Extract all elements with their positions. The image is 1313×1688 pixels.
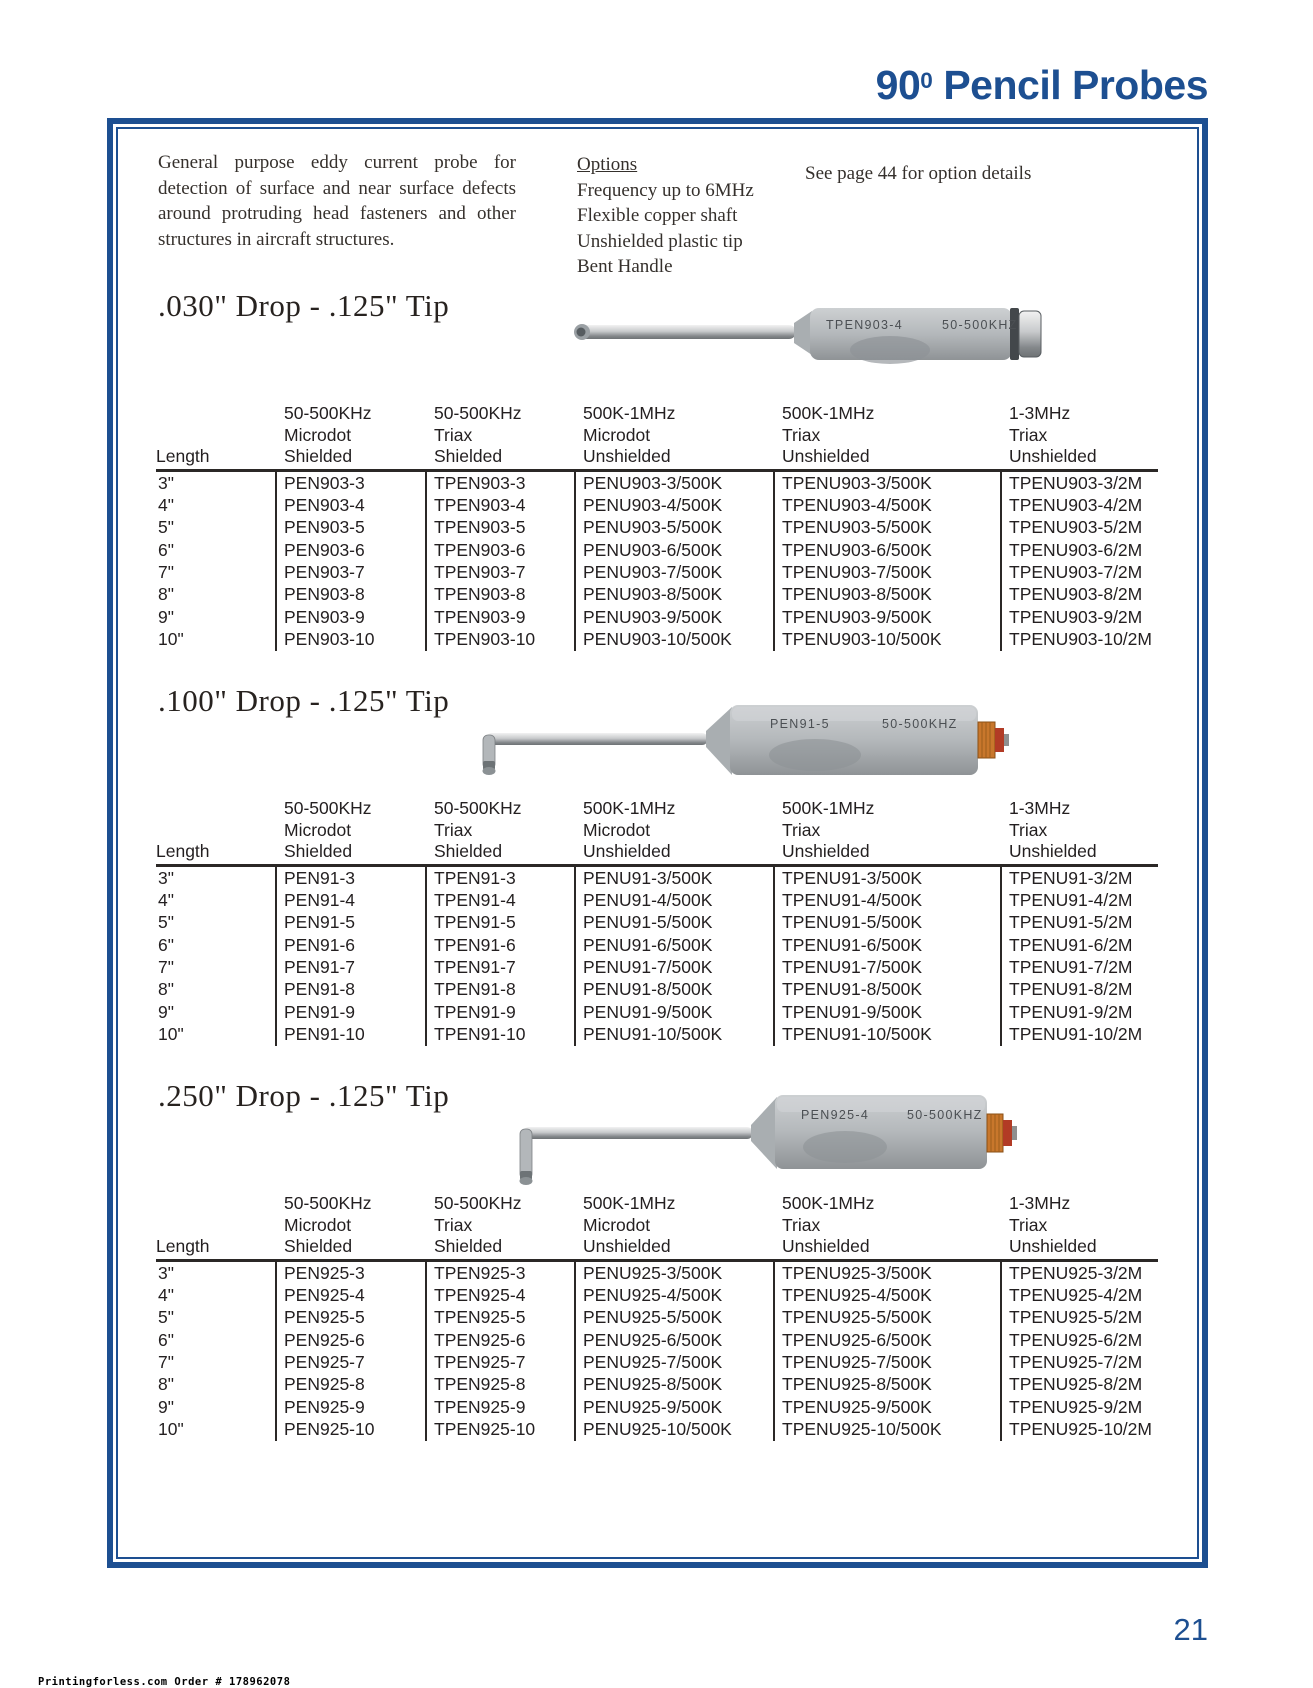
part-number-cell: PENU91-8/500K	[574, 978, 773, 1000]
part-number-cell: TPENU903-6/2M	[1000, 539, 1158, 561]
part-number-cell: TPENU91-10/500K	[773, 1023, 1000, 1045]
part-number-cell: PEN903-5	[275, 516, 425, 538]
page-number: 21	[1173, 1612, 1208, 1647]
part-number-cell: TPENU925-6/2M	[1000, 1329, 1158, 1351]
part-number-cell: TPEN91-7	[425, 956, 574, 978]
part-number-cell: PENU903-7/500K	[574, 561, 773, 583]
part-number-cell: TPEN91-10	[425, 1023, 574, 1045]
probe-section	[0, 288, 1313, 658]
part-number-cell: PEN925-10	[275, 1418, 425, 1440]
part-number-cell: PENU903-9/500K	[574, 606, 773, 628]
column-header-line: Microdot	[583, 424, 651, 445]
part-number-cell: TPENU925-8/2M	[1000, 1373, 1158, 1395]
probe-photo	[560, 298, 1060, 368]
probe-tip	[483, 767, 496, 775]
column-header-line: Unshielded	[1009, 841, 1097, 861]
column-header	[773, 403, 1000, 468]
part-number-cell: TPENU903-10/500K	[773, 628, 1000, 650]
probe-collar	[706, 707, 732, 775]
column-header-line: Microdot	[284, 819, 352, 840]
column-header-line: Unshielded	[583, 1236, 671, 1256]
option-item: Bent Handle	[577, 256, 673, 277]
part-number-cell: TPENU925-10/500K	[773, 1418, 1000, 1440]
options-heading: Options	[577, 154, 638, 175]
part-number-cell: TPENU925-4/500K	[773, 1284, 1000, 1306]
probe-photo	[470, 695, 1020, 795]
part-number-cell: PENU91-7/500K	[574, 956, 773, 978]
length-cell: 7"	[158, 562, 174, 583]
part-number-cell: PEN925-9	[275, 1396, 425, 1418]
part-number-cell: TPENU925-6/500K	[773, 1329, 1000, 1351]
part-number-cell: TPENU91-6/2M	[1000, 934, 1158, 956]
part-number-cell: TPEN903-8	[425, 583, 574, 605]
column-header-line: Unshielded	[782, 841, 870, 861]
part-number-cell: TPEN91-8	[425, 978, 574, 1000]
part-number-cell: TPENU91-4/2M	[1000, 889, 1158, 911]
part-number-cell: TPENU903-9/500K	[773, 606, 1000, 628]
length-cell: 9"	[158, 606, 174, 627]
column-header-line: Microdot	[583, 1214, 651, 1235]
option-item: Frequency up to 6MHz	[577, 179, 754, 201]
column-header	[275, 798, 425, 863]
length-cell: 5"	[158, 912, 174, 933]
part-number-cell: PENU91-5/500K	[574, 911, 773, 933]
column-header-line: 50-500KHz	[284, 1193, 372, 1213]
part-number-cell: TPEN903-6	[425, 539, 574, 561]
page-title-superscript: 0	[920, 67, 933, 93]
column-header-line: Unshielded	[1009, 446, 1097, 466]
part-number-cell: PEN925-6	[275, 1329, 425, 1351]
length-cell: 10"	[158, 1024, 184, 1045]
part-number-cell: TPENU91-8/2M	[1000, 978, 1158, 1000]
part-number-cell: TPENU903-9/2M	[1000, 606, 1158, 628]
probe-section	[0, 1078, 1313, 1448]
probe-frequency-label: 50-500KHZ	[907, 1108, 983, 1122]
part-number-cell: TPEN91-9	[425, 1001, 574, 1023]
part-number-cell: PENU925-10/500K	[574, 1418, 773, 1440]
part-number-cell: TPEN925-8	[425, 1373, 574, 1395]
column-header-line: Triax	[434, 1214, 473, 1235]
column-header-line: 50-500KHz	[434, 403, 522, 423]
table-header-row	[156, 403, 1158, 472]
part-number-cell: PEN91-7	[275, 956, 425, 978]
column-header-line: Unshielded	[782, 446, 870, 466]
option-item: Flexible copper shaft	[577, 205, 738, 226]
part-number-cell: TPEN903-9	[425, 606, 574, 628]
column-header-line: 500K-1MHz	[583, 798, 676, 818]
part-number-cell: TPEN903-4	[425, 494, 574, 516]
part-number-cell: PENU91-4/500K	[574, 889, 773, 911]
part-number-cell: PENU925-4/500K	[574, 1284, 773, 1306]
probe-shaft	[486, 733, 708, 745]
probe-shaft	[578, 325, 796, 339]
part-number-cell: TPEN925-7	[425, 1351, 574, 1373]
length-cell: 6"	[158, 934, 174, 955]
column-header-line: Shielded	[434, 446, 503, 466]
column-header	[1000, 798, 1158, 863]
part-number-cell: TPENU903-7/500K	[773, 561, 1000, 583]
part-number-cell: TPENU903-5/500K	[773, 516, 1000, 538]
probe-section	[0, 683, 1313, 1053]
column-header-line: Shielded	[434, 1236, 503, 1256]
column-header-line: Triax	[782, 1214, 821, 1235]
part-number-cell: TPENU925-7/500K	[773, 1351, 1000, 1373]
part-number-cell: TPENU903-3/2M	[1000, 472, 1158, 494]
length-column-header: Length	[156, 1236, 210, 1256]
part-number-cell: TPENU925-4/2M	[1000, 1284, 1158, 1306]
part-number-cell: TPENU91-5/2M	[1000, 911, 1158, 933]
probe-image-straight	[560, 298, 1060, 368]
options-items	[577, 178, 754, 280]
part-number-cell: PEN91-10	[275, 1023, 425, 1045]
part-number-cell: TPENU925-3/500K	[773, 1262, 1000, 1284]
part-number-cell: TPEN925-6	[425, 1329, 574, 1351]
column-header-line: Microdot	[583, 819, 651, 840]
part-number-cell: TPENU925-9/500K	[773, 1396, 1000, 1418]
part-number-cell: TPEN925-3	[425, 1262, 574, 1284]
part-number-cell: TPENU91-7/2M	[1000, 956, 1158, 978]
column-header	[275, 1193, 425, 1258]
column-header	[425, 1193, 574, 1258]
part-number-cell: PENU91-10/500K	[574, 1023, 773, 1045]
column-header-line: Triax	[782, 819, 821, 840]
column-header-line: Unshielded	[583, 446, 671, 466]
part-number-cell: TPENU925-9/2M	[1000, 1396, 1158, 1418]
part-number-cell: PEN903-3	[275, 472, 425, 494]
column-header	[1000, 1193, 1158, 1258]
length-cell: 7"	[158, 957, 174, 978]
length-cell: 8"	[158, 1374, 174, 1395]
table-header-row	[156, 798, 1158, 867]
length-cell: 10"	[158, 629, 184, 650]
column-header-line: Shielded	[434, 841, 503, 861]
part-number-cell: TPEN903-7	[425, 561, 574, 583]
section-heading: .250" Drop - .125" Tip	[158, 1078, 450, 1113]
column-header-line: Shielded	[284, 446, 353, 466]
section-heading: .100" Drop - .125" Tip	[158, 683, 450, 718]
length-cell: 8"	[158, 584, 174, 605]
part-number-cell: PENU925-3/500K	[574, 1262, 773, 1284]
probe-table	[156, 798, 1158, 1046]
part-number-cell: TPEN925-4	[425, 1284, 574, 1306]
part-number-cell: TPENU925-8/500K	[773, 1373, 1000, 1395]
part-number-cell: PENU903-5/500K	[574, 516, 773, 538]
length-cell: 3"	[158, 472, 174, 493]
part-number-cell: PEN903-7	[275, 561, 425, 583]
column-header	[425, 403, 574, 468]
part-number-cell: TPEN925-9	[425, 1396, 574, 1418]
length-cell: 9"	[158, 1001, 174, 1022]
part-number-cell: TPENU91-7/500K	[773, 956, 1000, 978]
length-cell: 7"	[158, 1352, 174, 1373]
column-header-line: 500K-1MHz	[583, 1193, 676, 1213]
probe-table	[156, 1193, 1158, 1441]
column-header-line: Shielded	[284, 1236, 353, 1256]
part-number-cell: PEN925-7	[275, 1351, 425, 1373]
part-number-cell: PEN91-3	[275, 867, 425, 889]
length-cell: 3"	[158, 1262, 174, 1283]
part-number-cell: PENU925-7/500K	[574, 1351, 773, 1373]
column-header-line: 50-500KHz	[434, 798, 522, 818]
probe-table	[156, 403, 1158, 651]
column-header-line: Unshielded	[782, 1236, 870, 1256]
part-number-cell: PEN925-3	[275, 1262, 425, 1284]
part-number-cell: TPENU925-5/2M	[1000, 1306, 1158, 1328]
length-column-header: Length	[156, 841, 210, 861]
part-number-cell: TPENU91-8/500K	[773, 978, 1000, 1000]
length-cell: 3"	[158, 867, 174, 888]
column-header-line: Unshielded	[1009, 1236, 1097, 1256]
length-cell: 6"	[158, 539, 174, 560]
probe-collar	[794, 311, 812, 355]
part-number-cell: TPENU925-3/2M	[1000, 1262, 1158, 1284]
probe-image-bent-deep	[485, 1085, 1020, 1190]
part-number-cell: PEN91-4	[275, 889, 425, 911]
length-cell: 4"	[158, 494, 174, 515]
part-number-cell: TPENU903-4/500K	[773, 494, 1000, 516]
probe-tip	[520, 1177, 533, 1185]
column-header	[773, 1193, 1000, 1258]
part-number-cell: PENU925-6/500K	[574, 1329, 773, 1351]
probe-model-label: TPEN903-4	[826, 318, 904, 332]
column-header-line: Microdot	[284, 424, 352, 445]
part-number-cell: PEN925-4	[275, 1284, 425, 1306]
column-header-line: 50-500KHz	[434, 1193, 522, 1213]
part-number-cell: PEN903-10	[275, 628, 425, 650]
column-header-line: 50-500KHz	[284, 403, 372, 423]
part-number-cell: TPENU903-7/2M	[1000, 561, 1158, 583]
table-body	[156, 472, 1158, 651]
probe-collar	[751, 1097, 777, 1169]
intro-paragraph: General purpose eddy current probe for detection of surface and near surface defects around protruding head fasteners and other structures in aircraft structures.	[158, 152, 516, 250]
part-number-cell: PEN91-6	[275, 934, 425, 956]
length-cell: 4"	[158, 1284, 174, 1305]
page-title-number: 90	[875, 62, 921, 108]
probe-photo	[485, 1085, 1020, 1190]
part-number-cell: PENU925-8/500K	[574, 1373, 773, 1395]
part-number-cell: TPENU925-10/2M	[1000, 1418, 1158, 1440]
part-number-cell: TPENU925-7/2M	[1000, 1351, 1158, 1373]
column-header-line: 1-3MHz	[1009, 798, 1071, 818]
probe-image-bent	[470, 695, 1020, 795]
table-body	[156, 1262, 1158, 1441]
part-number-cell: TPENU903-8/2M	[1000, 583, 1158, 605]
part-number-cell: PEN903-6	[275, 539, 425, 561]
page-title	[876, 62, 1208, 109]
section-heading: .030" Drop - .125" Tip	[158, 288, 450, 323]
table-header-row	[156, 1193, 1158, 1262]
part-number-cell: TPENU903-8/500K	[773, 583, 1000, 605]
column-header-line: Triax	[782, 424, 821, 445]
column-header	[574, 403, 773, 468]
part-number-cell: TPEN91-3	[425, 867, 574, 889]
part-number-cell: TPENU91-3/500K	[773, 867, 1000, 889]
part-number-cell: TPEN91-4	[425, 889, 574, 911]
length-cell: 6"	[158, 1329, 174, 1350]
column-header	[425, 798, 574, 863]
column-header-line: Triax	[1009, 424, 1048, 445]
part-number-cell: TPENU903-3/500K	[773, 472, 1000, 494]
length-cell: 8"	[158, 979, 174, 1000]
column-header-line: 500K-1MHz	[782, 1193, 875, 1213]
probe-ring	[1010, 308, 1019, 360]
column-header	[773, 798, 1000, 863]
length-cell: 5"	[158, 517, 174, 538]
part-number-cell: PENU903-8/500K	[574, 583, 773, 605]
column-header	[1000, 403, 1158, 468]
part-number-cell: TPEN903-10	[425, 628, 574, 650]
part-number-cell: PENU925-5/500K	[574, 1306, 773, 1328]
column-header-line: Triax	[1009, 1214, 1048, 1235]
print-order-note: Printingforless.com Order # 178962078	[38, 1676, 291, 1688]
probe-end-cap	[1019, 311, 1041, 357]
column-header	[574, 798, 773, 863]
length-cell: 9"	[158, 1396, 174, 1417]
length-column-header: Length	[156, 446, 210, 466]
probe-shaft	[523, 1127, 753, 1139]
options-block	[577, 152, 754, 280]
part-number-cell: TPENU925-5/500K	[773, 1306, 1000, 1328]
column-header-line: 500K-1MHz	[782, 403, 875, 423]
part-number-cell: PEN91-8	[275, 978, 425, 1000]
part-number-cell: PENU903-4/500K	[574, 494, 773, 516]
column-header	[574, 1193, 773, 1258]
option-item: Unshielded plastic tip	[577, 230, 743, 252]
part-number-cell: TPEN91-6	[425, 934, 574, 956]
column-header-line: 1-3MHz	[1009, 403, 1071, 423]
part-number-cell: TPENU91-9/500K	[773, 1001, 1000, 1023]
column-header-line: Shielded	[284, 841, 353, 861]
part-number-cell: PEN91-9	[275, 1001, 425, 1023]
part-number-cell: TPENU91-10/2M	[1000, 1023, 1158, 1045]
part-number-cell: PEN903-8	[275, 583, 425, 605]
column-header-line: Triax	[434, 424, 473, 445]
column-header-line: 1-3MHz	[1009, 1193, 1071, 1213]
part-number-cell: PENU91-6/500K	[574, 934, 773, 956]
column-header	[275, 403, 425, 468]
part-number-cell: PEN903-4	[275, 494, 425, 516]
column-header-line: 500K-1MHz	[782, 798, 875, 818]
part-number-cell: TPENU91-9/2M	[1000, 1001, 1158, 1023]
part-number-cell: PENU903-6/500K	[574, 539, 773, 561]
part-number-cell: TPEN903-3	[425, 472, 574, 494]
part-number-cell: PENU91-3/500K	[574, 867, 773, 889]
part-number-cell: PEN91-5	[275, 911, 425, 933]
part-number-cell: PENU903-10/500K	[574, 628, 773, 650]
part-number-cell: PENU925-9/500K	[574, 1396, 773, 1418]
see-page-note: See page 44 for option details	[805, 163, 1032, 184]
part-number-cell: TPENU91-5/500K	[773, 911, 1000, 933]
part-number-cell: PEN903-9	[275, 606, 425, 628]
part-number-cell: TPENU903-6/500K	[773, 539, 1000, 561]
part-number-cell: PENU903-3/500K	[574, 472, 773, 494]
probe-model-label: PEN925-4	[801, 1108, 870, 1122]
table-body	[156, 867, 1158, 1046]
part-number-cell: TPEN925-10	[425, 1418, 574, 1440]
part-number-cell: PEN925-8	[275, 1373, 425, 1395]
column-header-line: 50-500KHz	[284, 798, 372, 818]
column-header-line: Triax	[1009, 819, 1048, 840]
part-number-cell: TPENU903-4/2M	[1000, 494, 1158, 516]
column-header-line: Triax	[434, 819, 473, 840]
part-number-cell: TPENU903-10/2M	[1000, 628, 1158, 650]
page-title-text: Pencil Probes	[943, 62, 1208, 108]
column-header-line: 500K-1MHz	[583, 403, 676, 423]
part-number-cell: PEN925-5	[275, 1306, 425, 1328]
probe-model-label: PEN91-5	[770, 717, 830, 731]
part-number-cell: TPENU903-5/2M	[1000, 516, 1158, 538]
probe-frequency-label: 50-500KHZ	[942, 318, 1018, 332]
part-number-cell: TPEN925-5	[425, 1306, 574, 1328]
length-cell: 10"	[158, 1419, 184, 1440]
part-number-cell: TPEN903-5	[425, 516, 574, 538]
part-number-cell: TPENU91-4/500K	[773, 889, 1000, 911]
probe-frequency-label: 50-500KHZ	[882, 717, 958, 731]
part-number-cell: TPENU91-3/2M	[1000, 867, 1158, 889]
part-number-cell: PENU91-9/500K	[574, 1001, 773, 1023]
column-header-line: Unshielded	[583, 841, 671, 861]
column-header-line: Microdot	[284, 1214, 352, 1235]
part-number-cell: TPENU91-6/500K	[773, 934, 1000, 956]
length-cell: 4"	[158, 889, 174, 910]
part-number-cell: TPEN91-5	[425, 911, 574, 933]
length-cell: 5"	[158, 1307, 174, 1328]
